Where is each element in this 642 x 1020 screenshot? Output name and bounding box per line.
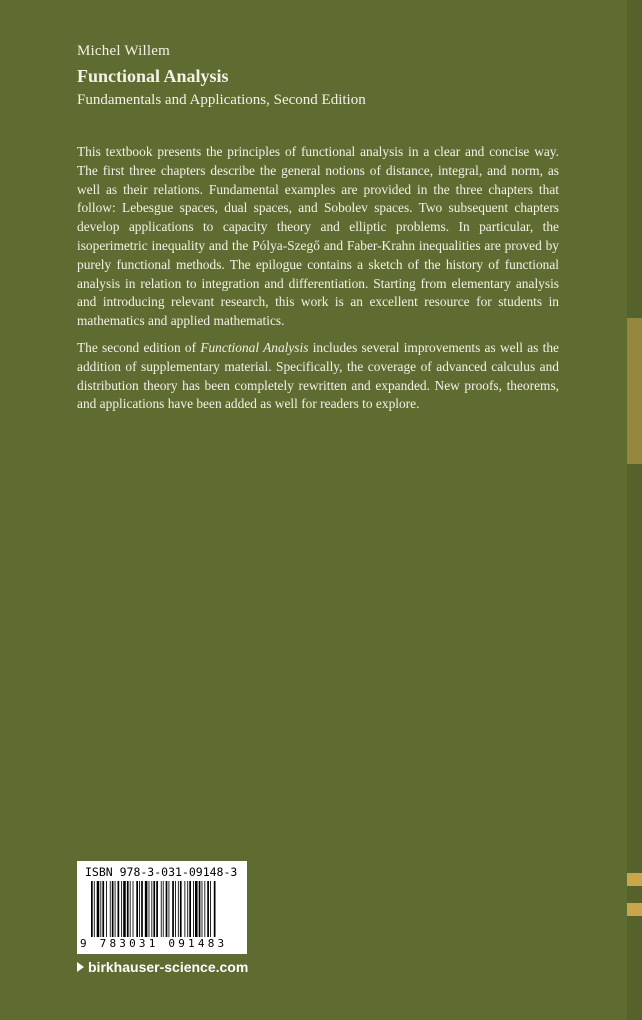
author-name: Michel Willem bbox=[77, 43, 170, 59]
publisher-url: birkhauser-science.com bbox=[88, 959, 249, 975]
book-subtitle: Fundamentals and Applications, Second Edition bbox=[77, 92, 366, 108]
blurb bbox=[77, 143, 559, 422]
isbn-barcode bbox=[77, 861, 247, 954]
blurb-p2-title: Functional Analysis bbox=[200, 339, 309, 355]
isbn-label: ISBN 978-3-031-09148-3 bbox=[85, 865, 238, 879]
barcode-digits: 9 783031 091483 bbox=[80, 937, 228, 950]
spine-accent-upper bbox=[627, 318, 642, 464]
spine-accent-mark-2 bbox=[627, 903, 642, 916]
blurb-paragraph-1: This textbook presents the principles of functional analysis in a clear and concise way. The first three chapters describe the general notions of distance, integral, and norm, as well as their relations. Fundamental examples are provided in the three chapters that follow: Lebesgue spaces, dual spaces, and Sobolev spaces. Two subsequent chapters develop applications to capacity theory and elliptic problems. In particular, the isoperimetric inequality and the Pólya-Szegő and Faber-Krahn inequalities are proved by purely functional methods. The epilogue contains a sketch of the history of functional analysis in relation to integration and differentiation. Starting from elementary analysis and introducing relevant research, this work is an excellent resource for students in mathematics and applied mathematics. bbox=[77, 144, 559, 329]
blurb-p2-prefix: The second edition of bbox=[77, 339, 201, 355]
publisher-link[interactable] bbox=[77, 959, 248, 975]
blurb-p2-suffix: includes several improvements as well as the addition of supplementary material. Specifically, the coverage of advanced calculus and distribution theory has been completely rewritten and expanded. New proofs, theorems, and applications have been added as well for readers to explore. bbox=[77, 339, 559, 412]
spine-strip bbox=[627, 0, 642, 1020]
book-title: Functional Analysis bbox=[77, 66, 229, 86]
blurb-paragraph-2 bbox=[77, 339, 559, 414]
arrow-right-icon bbox=[77, 962, 84, 972]
spine-accent-mark-1 bbox=[627, 873, 642, 886]
barcode-bars bbox=[91, 881, 239, 937]
